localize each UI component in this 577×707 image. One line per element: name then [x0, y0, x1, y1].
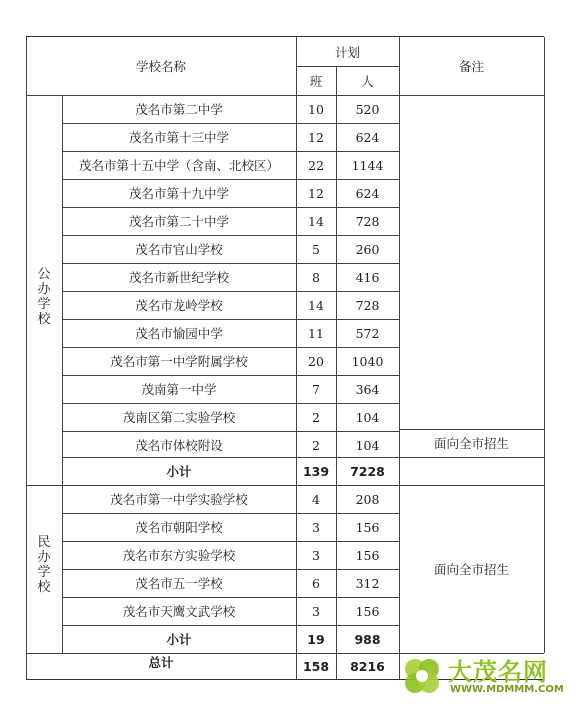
public-row-name: 茂名市新世纪学校 [128, 270, 229, 285]
public-row-people: 572 [355, 325, 380, 341]
grid-row-line [62, 403, 399, 404]
public-row-people: 1040 [351, 353, 384, 369]
header-school-name: 学校名称 [135, 59, 186, 74]
grid-row-line [62, 375, 399, 376]
public-subtotal-classes: 139 [302, 463, 330, 479]
public-remark: 面向全市招生 [433, 436, 509, 451]
grid-row-line [62, 207, 399, 208]
enrollment-plan-table [26, 36, 544, 680]
header-people: 人 [361, 73, 374, 89]
private-row-name: 茂名市第一中学实验学校 [110, 492, 248, 507]
public-row-people: 520 [355, 101, 380, 117]
public-schools-label: 公办学校 [37, 267, 51, 327]
private-subtotal-label: 小计 [166, 632, 192, 647]
grid-row-line [62, 431, 399, 432]
private-row-name: 茂名市五一学校 [135, 576, 223, 591]
watermark-title: 大茂名网 [448, 658, 548, 686]
public-row-people: 1144 [351, 157, 384, 173]
private-row-classes: 6 [312, 575, 320, 591]
private-row-people: 156 [355, 547, 380, 563]
grid-row-line [62, 569, 399, 570]
grid-people-col [336, 66, 337, 679]
private-remark: 面向全市招生 [433, 562, 509, 577]
public-row-people: 104 [355, 409, 380, 425]
private-row-name: 茂名市天鹰文武学校 [122, 604, 236, 619]
grid-row-line [62, 179, 399, 180]
grid-public-remark-bottom [399, 457, 544, 458]
public-row-classes: 11 [308, 325, 324, 341]
private-schools-label: 民办学校 [37, 535, 51, 595]
public-row-name: 茂名市龙岭学校 [135, 298, 223, 313]
grid-row-line [62, 235, 399, 236]
public-row-classes: 10 [308, 101, 324, 117]
grid-classes-col [296, 37, 297, 679]
private-subtotal-people: 988 [354, 631, 381, 647]
grid-remarks-col [399, 37, 400, 679]
grid-row-line [62, 263, 399, 264]
public-row-classes: 8 [312, 269, 320, 285]
public-row-name: 茂名市第二中学 [135, 102, 223, 117]
private-row-classes: 3 [312, 547, 320, 563]
public-row-classes: 14 [308, 297, 324, 313]
public-row-people: 104 [355, 437, 380, 453]
grid-row-line [62, 151, 399, 152]
private-subtotal-classes: 19 [307, 631, 325, 647]
public-subtotal-people: 7228 [350, 463, 385, 479]
public-row-classes: 7 [312, 381, 320, 397]
public-row-name: 茂南区第二实验学校 [122, 410, 236, 425]
grid-row-line [62, 625, 399, 626]
grid-public-section-bottom [26, 485, 544, 486]
watermark-url: WWW.MDMMM.COM [450, 684, 564, 695]
public-row-name: 茂名市第十九中学 [128, 186, 229, 201]
public-row-name: 茂名市第十三中学 [128, 130, 229, 145]
public-row-people: 364 [355, 381, 380, 397]
private-row-name: 茂名市朝阳学校 [135, 520, 223, 535]
grid-public-remark-top [399, 429, 544, 430]
grid-row-line [62, 347, 399, 348]
public-row-name: 茂名市愉园中学 [135, 326, 223, 341]
public-subtotal-label: 小计 [166, 464, 192, 479]
public-row-classes: 12 [308, 185, 324, 201]
grid-plan-split [296, 66, 399, 67]
public-row-classes: 12 [308, 129, 324, 145]
private-row-name: 茂名市东方实验学校 [122, 548, 236, 563]
grid-row-line [62, 123, 399, 124]
grid-right-border [544, 37, 545, 653]
public-row-people: 728 [355, 213, 380, 229]
public-row-name: 茂南第一中学 [141, 382, 217, 397]
private-row-classes: 3 [312, 519, 320, 535]
public-row-people: 260 [355, 241, 380, 257]
public-row-classes: 2 [312, 409, 320, 425]
public-row-name: 茂名市官山学校 [135, 242, 223, 257]
private-row-people: 156 [355, 519, 380, 535]
grid-row-line [62, 597, 399, 598]
private-row-people: 312 [355, 575, 380, 591]
private-row-classes: 4 [312, 491, 320, 507]
public-row-classes: 22 [308, 157, 324, 173]
watermark-logo [398, 652, 573, 704]
grid-row-line [62, 541, 399, 542]
public-row-people: 728 [355, 297, 380, 313]
header-remarks: 备注 [458, 59, 484, 74]
total-label: 总计 [148, 655, 174, 670]
header-plan: 计划 [334, 44, 360, 60]
private-row-classes: 3 [312, 603, 320, 619]
grid-row-line [62, 291, 399, 292]
public-row-people: 416 [355, 269, 380, 285]
public-row-name: 茂名市体校附设 [135, 438, 223, 453]
private-row-people: 156 [355, 603, 380, 619]
private-row-people: 208 [355, 491, 380, 507]
public-row-classes: 5 [312, 241, 320, 257]
grid-row-line [62, 457, 399, 458]
grid-left-border [26, 37, 27, 679]
public-row-name: 茂名市第十五中学（含南、北校区） [78, 158, 279, 173]
total-people: 8216 [350, 658, 385, 674]
public-row-name: 茂名市第二十中学 [128, 214, 229, 229]
clover-logo-icon [398, 654, 446, 702]
public-row-name: 茂名市第一中学附属学校 [110, 354, 248, 369]
public-row-people: 624 [355, 129, 380, 145]
public-row-people: 624 [355, 185, 380, 201]
public-row-classes: 20 [308, 353, 324, 369]
header-classes: 班 [309, 73, 323, 89]
public-row-classes: 14 [308, 213, 324, 229]
grid-row-line [62, 513, 399, 514]
grid-row-line [62, 319, 399, 320]
grid-header-bottom [26, 95, 544, 96]
total-classes: 158 [302, 658, 330, 674]
public-row-classes: 2 [312, 437, 320, 453]
